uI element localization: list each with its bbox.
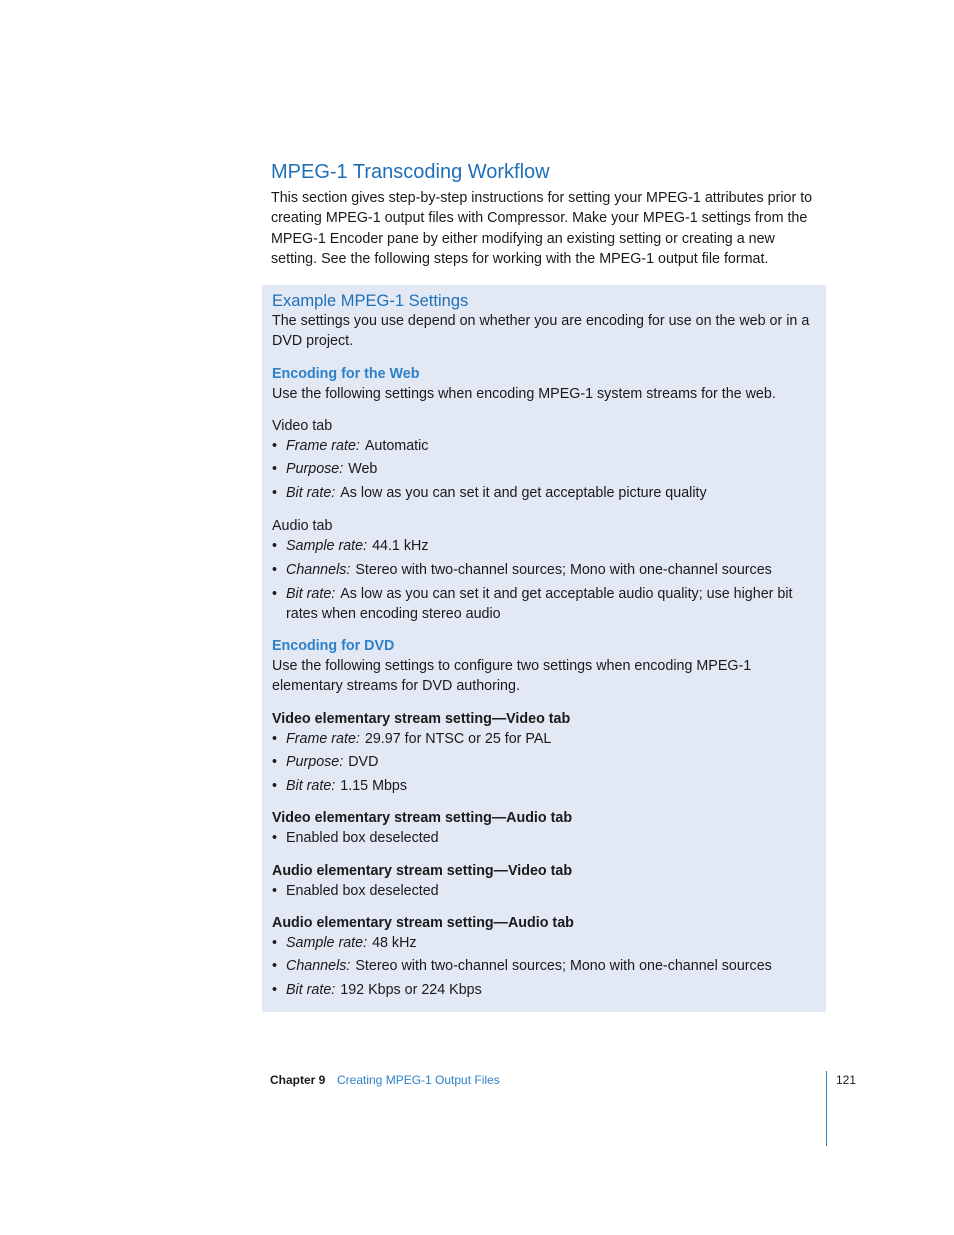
example-intro: The settings you use depend on whether you are encoding for use on the web or in a DVD project. [272, 313, 810, 350]
item-term: Bit rate: [286, 585, 336, 602]
dvd-video-video-list [272, 729, 817, 796]
item-term: Frame rate: [286, 730, 360, 747]
list-item [272, 933, 817, 953]
example-settings-box [262, 285, 826, 1012]
list-item [272, 459, 817, 479]
dvd-intro: Use the following settings to configure two settings when encoding MPEG-1 elementary streams for DVD authoring. [272, 658, 752, 695]
item-term: Sample rate: [286, 538, 368, 555]
item-term: Purpose: [286, 754, 344, 771]
web-heading: Encoding for the Web [272, 365, 420, 382]
list-item [272, 729, 817, 749]
item-value: DVD [348, 754, 379, 771]
dvd-audio-video-label: Audio elementary stream setting—Video tab [272, 862, 573, 879]
web-intro: Use the following settings when encoding MPEG-1 system streams for the web. [272, 385, 776, 402]
footer-chapter-title: Creating MPEG-1 Output Files [337, 1073, 500, 1087]
item-value: Stereo with two-channel sources; Mono with one-channel sources [355, 958, 772, 975]
item-value: Web [348, 461, 378, 478]
web-video-tab-label: Video tab [272, 417, 333, 434]
web-video-list [272, 436, 817, 503]
item-value: 44.1 kHz [372, 538, 429, 555]
item-value: As low as you can set it and get acceptable audio quality; use higher bit rates when encoding stereo audio [286, 585, 793, 622]
web-audio-tab-label: Audio tab [272, 518, 333, 535]
list-item [272, 560, 817, 580]
item-value: 192 Kbps or 224 Kbps [340, 982, 482, 999]
item-value: Automatic [364, 437, 429, 454]
section-intro: This section gives step-by-step instructions for setting your MPEG-1 attributes prior to creating MPEG-1 output files with Compressor. Make your MPEG-1 settings from the MPEG-1 Encoder pane by either modifying an existing setting or creating a new setting. See the following steps for working with the MPEG-1 output file format. [271, 190, 813, 267]
section-title: MPEG-1 Transcoding Workflow [271, 161, 550, 183]
item-term: Channels: [286, 561, 351, 578]
item-term: Frame rate: [286, 437, 360, 454]
list-item [272, 752, 817, 772]
dvd-video-video-label: Video elementary stream setting—Video tab [272, 710, 571, 727]
example-title: Example MPEG-1 Settings [272, 292, 469, 310]
item-value: 1.15 Mbps [340, 777, 408, 794]
list-item [272, 436, 817, 456]
list-item [272, 584, 817, 625]
list-item [272, 536, 817, 556]
dvd-audio-video-list [272, 881, 817, 901]
footer-chapter: Chapter 9 [270, 1073, 326, 1087]
item-value: Stereo with two-channel sources; Mono with one-channel sources [355, 561, 772, 578]
web-audio-list [272, 536, 817, 624]
dvd-video-audio-label: Video elementary stream setting—Audio tab [272, 810, 573, 827]
dvd-video-audio-list [272, 828, 817, 848]
item-term: Bit rate: [286, 777, 336, 794]
item-term: Sample rate: [286, 934, 368, 951]
list-item [272, 980, 817, 1000]
footer-divider [826, 1071, 827, 1146]
item-term: Channels: [286, 958, 351, 975]
list-item [272, 483, 817, 503]
item-term: Purpose: [286, 461, 344, 478]
list-item [272, 956, 817, 976]
dvd-audio-audio-label: Audio elementary stream setting—Audio tab [272, 914, 574, 931]
list-item [272, 776, 817, 796]
item-value: As low as you can set it and get acceptable picture quality [340, 485, 707, 502]
list-item: • Enabled box deselected [272, 881, 817, 901]
item-value: 29.97 for NTSC or 25 for PAL [364, 730, 552, 747]
item-value: 48 kHz [372, 934, 417, 951]
list-item: • Enabled box deselected [272, 828, 817, 848]
page-number: 121 [836, 1073, 857, 1087]
dvd-heading: Encoding for DVD [272, 638, 395, 655]
dvd-audio-audio-list [272, 933, 817, 1000]
item-term: Bit rate: [286, 982, 336, 999]
item-term: Bit rate: [286, 485, 336, 502]
